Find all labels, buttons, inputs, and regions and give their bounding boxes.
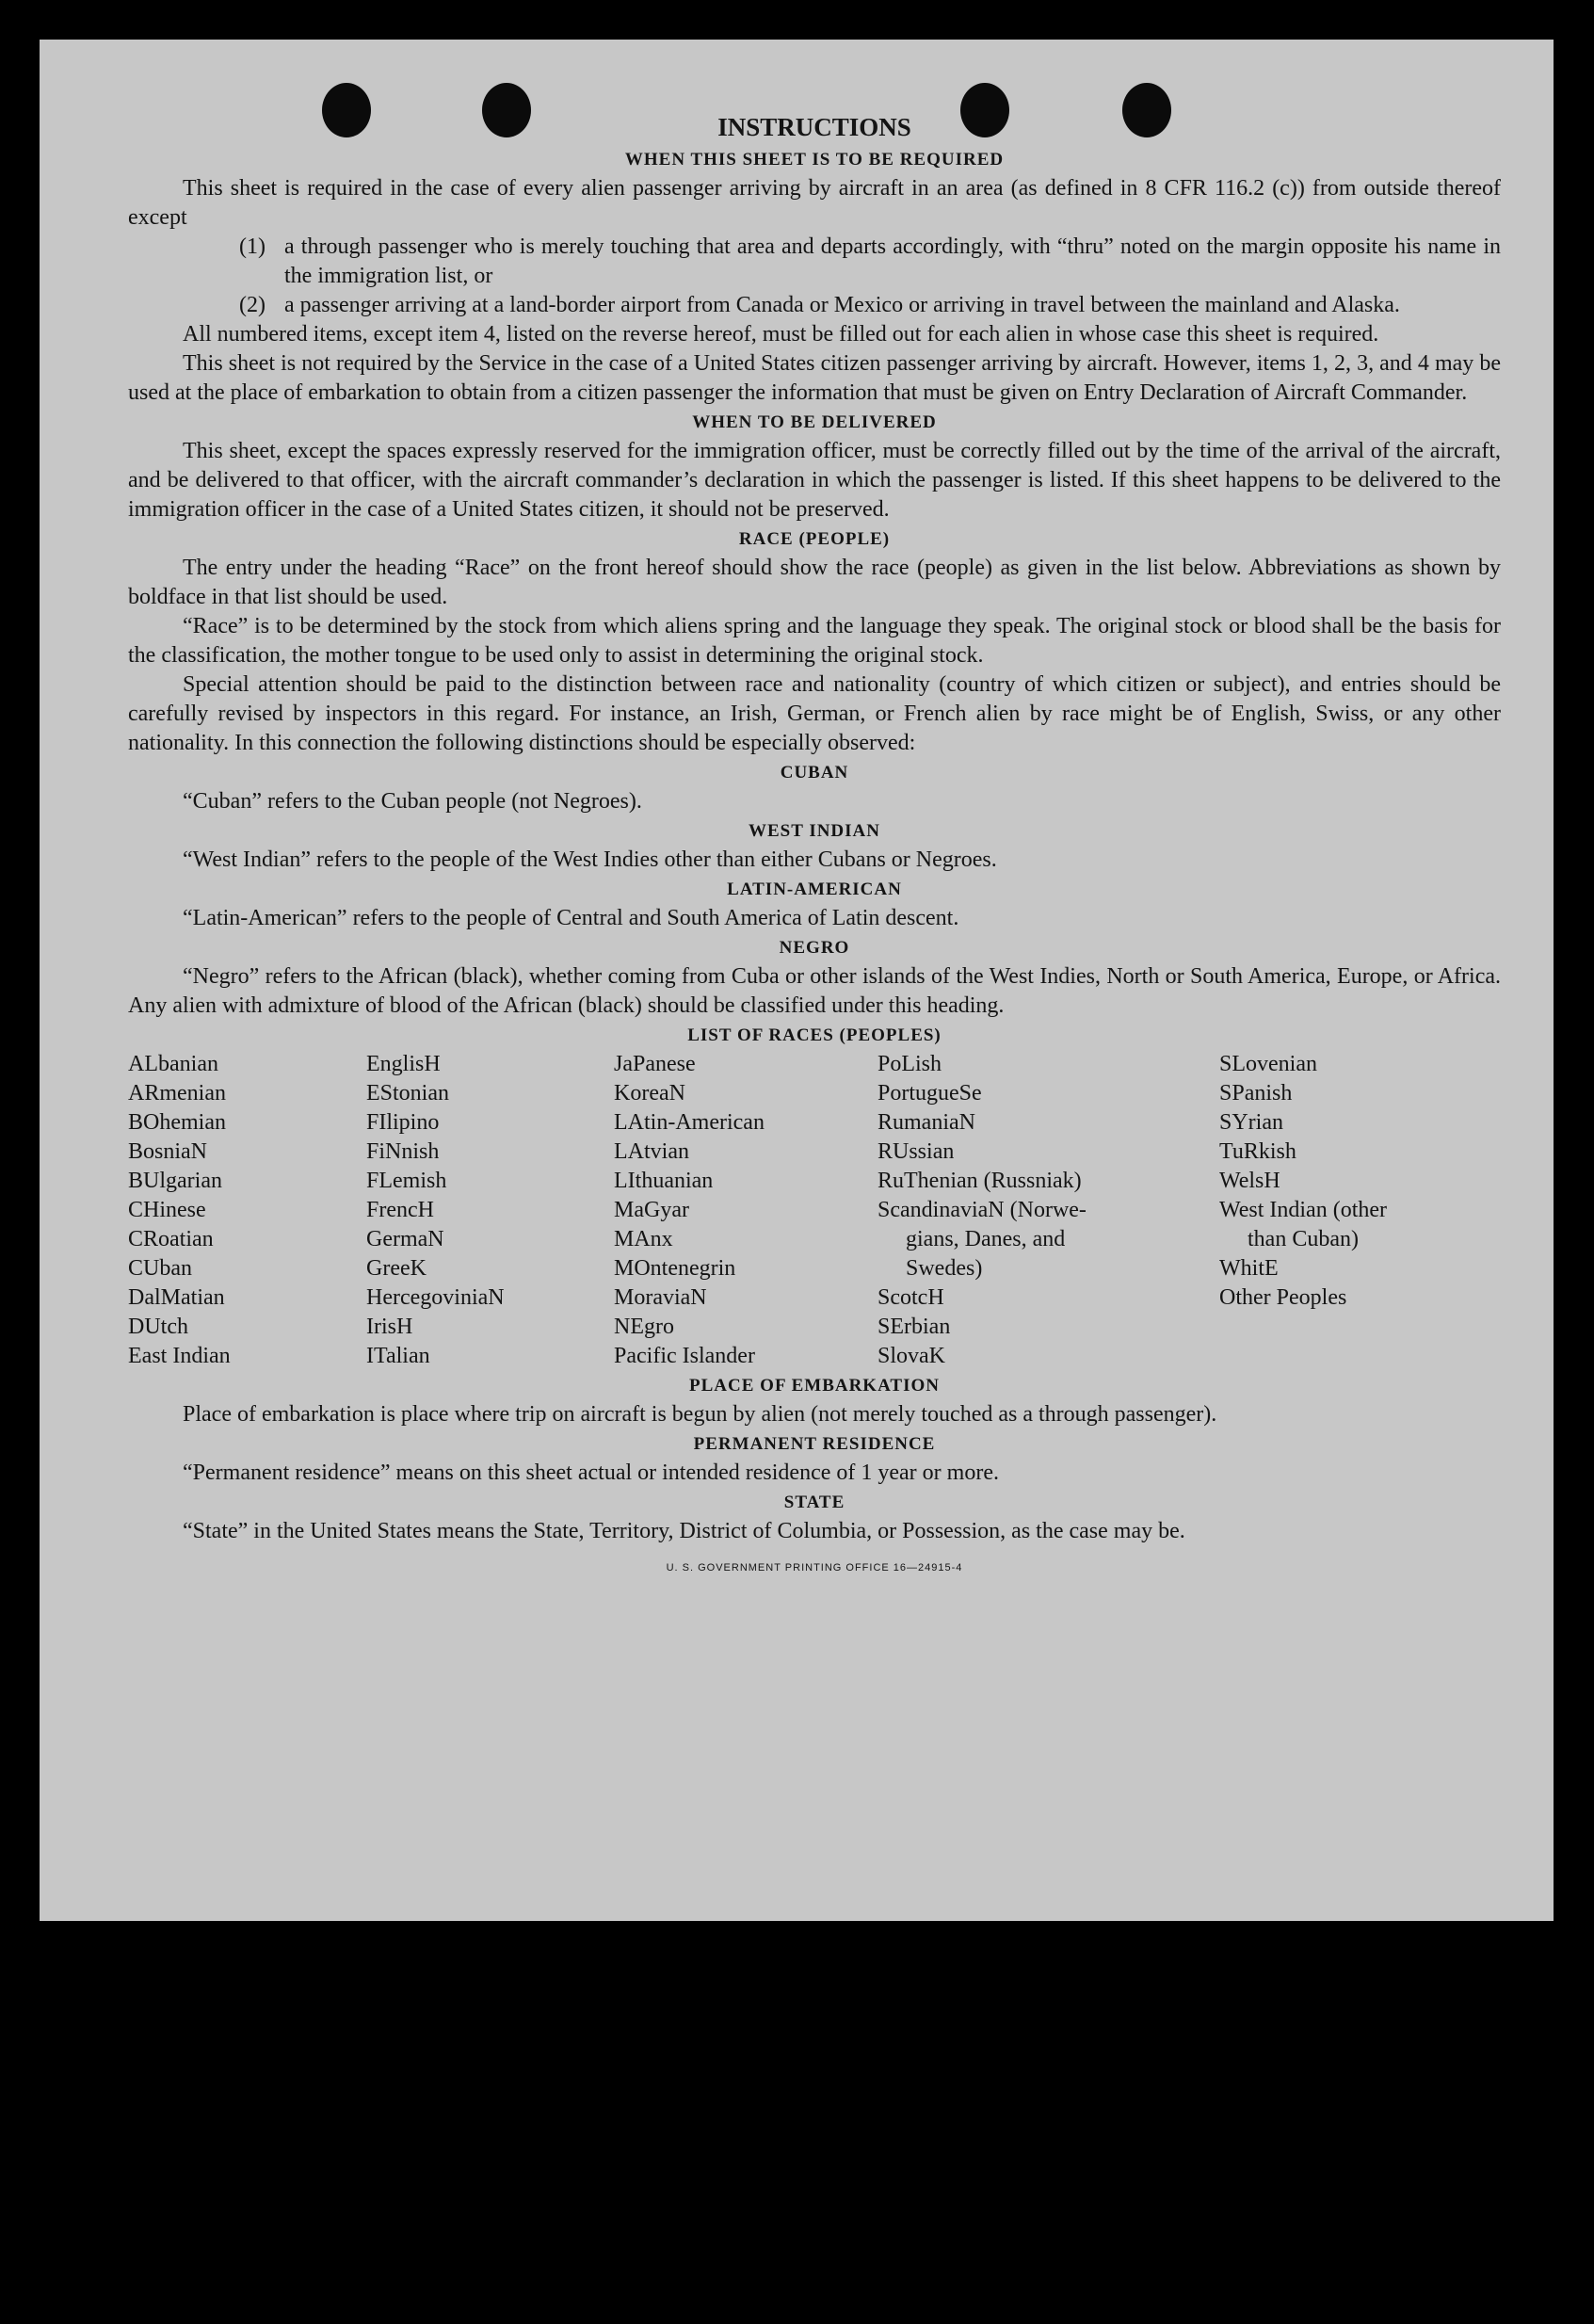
races-list	[128, 1050, 1501, 1371]
race-entry: MaGyar	[614, 1198, 689, 1222]
race-entry: SLovenian	[1219, 1052, 1317, 1076]
list-item	[239, 233, 1501, 291]
section-heading: NEGRO	[779, 938, 850, 958]
section-heading: WHEN THIS SHEET IS TO BE REQUIRED	[624, 150, 1005, 169]
races-column	[366, 1050, 614, 1371]
races-column	[128, 1050, 366, 1371]
race-entry: GreeK	[366, 1256, 427, 1281]
document-body	[128, 109, 1501, 1583]
race-entry: GermaN	[366, 1227, 444, 1251]
race-entry: ITalian	[366, 1344, 430, 1368]
section-heading: WEST INDIAN	[749, 821, 880, 841]
race-entry: MAnx	[614, 1227, 673, 1251]
race-entry: ScotcH	[878, 1285, 944, 1310]
race-entry: Other Peoples	[1219, 1285, 1347, 1310]
race-entry: FrencH	[366, 1198, 434, 1222]
item-text: a through passenger who is merely touching that area and departs accordingly, with “thru” noted on the margin opposite his name in the immigration list, or	[284, 234, 1501, 288]
paragraph: “State” in the United States means the State, Territory, District of Columbia, or Possession, as the case may be.	[183, 1519, 1185, 1543]
item-number: (1)	[239, 234, 266, 259]
race-entry: gians, Danes, and	[906, 1227, 1066, 1251]
race-entry: TuRkish	[1219, 1139, 1296, 1164]
list-item	[239, 291, 1501, 320]
race-entry: RumaniaN	[878, 1110, 975, 1135]
item-text: a passenger arriving at a land-border airport from Canada or Mexico or arriving in travel between the mainland and Alaska.	[284, 293, 1400, 317]
paragraph: All numbered items, except item 4, listed on the reverse hereof, must be filled out for each alien in whose case this sheet is required.	[183, 322, 1379, 347]
race-entry: RuThenian (Russniak)	[878, 1169, 1082, 1193]
race-entry: FLemish	[366, 1169, 447, 1193]
race-entry: East Indian	[128, 1344, 231, 1368]
race-entry: MOntenegrin	[614, 1256, 736, 1281]
race-entry: SYrian	[1219, 1110, 1283, 1135]
section-heading: CUBAN	[780, 763, 849, 783]
paragraph: “Negro” refers to the African (black), whether coming from Cuba or other islands of the West Indies, North or South America, Europe, or Africa. Any alien with admixture of blood of the African (black) should be classified under this heading.	[128, 964, 1501, 1018]
section-heading: PERMANENT RESIDENCE	[693, 1434, 936, 1454]
paragraph: Place of embarkation is place where trip on aircraft is begun by alien (not merely touched as a through passenger).	[183, 1402, 1217, 1427]
race-entry: LIthuanian	[614, 1169, 714, 1193]
instruction-sheet	[40, 40, 1554, 1921]
race-entry: ScandinaviaN (Norwe-	[878, 1198, 1087, 1222]
section-heading: LIST OF RACES (PEOPLES)	[687, 1025, 942, 1045]
paragraph: The entry under the heading “Race” on the front hereof should show the race (people) as given in the list below. Abbreviations as shown by boldface in that list should be used.	[128, 556, 1501, 609]
race-entry: BOhemian	[128, 1110, 226, 1135]
race-entry: DalMatian	[128, 1285, 225, 1310]
race-entry: FiNnish	[366, 1139, 440, 1164]
race-entry: WelsH	[1219, 1169, 1280, 1193]
race-entry: NEgro	[614, 1315, 674, 1339]
race-entry: SPanish	[1219, 1081, 1293, 1106]
race-entry: ARmenian	[128, 1081, 226, 1106]
paragraph: This sheet is required in the case of every alien passenger arriving by aircraft in an area (as defined in 8 CFR 116.2 (c)) from outside thereof except	[128, 176, 1501, 230]
paragraph: This sheet, except the spaces expressly reserved for the immigration officer, must be correctly filled out by the time of the arrival of the aircraft, and be delivered to that officer, with the aircraft commander’s declaration in which the passenger is listed. If this sheet happens to be delivered to the immigration officer in the case of a United States citizen, it should not be preserved.	[128, 439, 1501, 522]
race-entry: FIlipino	[366, 1110, 440, 1135]
race-entry: EnglisH	[366, 1052, 441, 1076]
paragraph: “Latin-American” refers to the people of Central and South America of Latin descent.	[183, 906, 959, 930]
section-heading: STATE	[783, 1493, 845, 1512]
race-entry: CHinese	[128, 1198, 206, 1222]
race-entry: KoreaN	[614, 1081, 685, 1106]
section-heading: WHEN TO BE DELIVERED	[692, 412, 937, 432]
race-entry: Pacific Islander	[614, 1344, 755, 1368]
printing-office-imprint: U. S. GOVERNMENT PRINTING OFFICE 16—24915-4	[666, 1562, 963, 1574]
race-entry: BosniaN	[128, 1139, 207, 1164]
paragraph: “Race” is to be determined by the stock from which aliens spring and the language they speak. The original stock or blood shall be the basis for the classification, the mother tongue to be used only to assist in determining the original stock.	[128, 614, 1501, 668]
race-entry: West Indian (other	[1219, 1198, 1388, 1222]
races-column	[614, 1050, 878, 1371]
section-heading: PLACE OF EMBARKATION	[689, 1376, 940, 1396]
page-title: INSTRUCTIONS	[717, 113, 911, 141]
race-entry: MoraviaN	[614, 1285, 707, 1310]
paragraph: This sheet is not required by the Service in the case of a United States citizen passenger arriving by aircraft. However, items 1, 2, 3, and 4 may be used at the place of embarkation to obtain from a citizen passenger the information that must be given on Entry Declaration of Aircraft Commander.	[128, 351, 1501, 405]
paragraph: “West Indian” refers to the people of the West Indies other than either Cubans or Negroes.	[183, 847, 997, 872]
paragraph: “Cuban” refers to the Cuban people (not Negroes).	[183, 789, 642, 814]
race-entry: SErbian	[878, 1315, 951, 1339]
race-entry: RUssian	[878, 1139, 955, 1164]
race-entry: JaPanese	[614, 1052, 696, 1076]
section-heading: LATIN-AMERICAN	[727, 880, 902, 899]
race-entry: DUtch	[128, 1315, 188, 1339]
races-column	[1219, 1050, 1501, 1371]
paragraph: “Permanent residence” means on this sheet actual or intended residence of 1 year or more.	[183, 1461, 999, 1485]
race-entry: LAtvian	[614, 1139, 689, 1164]
race-entry: PortugueSe	[878, 1081, 982, 1106]
race-entry: ALbanian	[128, 1052, 218, 1076]
race-entry: WhitE	[1219, 1256, 1279, 1281]
race-entry: BUlgarian	[128, 1169, 222, 1193]
race-entry: HercegoviniaN	[366, 1285, 505, 1310]
race-entry: PoLish	[878, 1052, 942, 1076]
race-entry: CUban	[128, 1256, 192, 1281]
race-entry: LAtin-American	[614, 1110, 765, 1135]
race-entry: Swedes)	[906, 1256, 983, 1281]
race-entry: SlovaK	[878, 1344, 945, 1368]
paragraph: Special attention should be paid to the distinction between race and nationality (country of which citizen or subject), and entries should be carefully revised by inspectors in this regard. For instance, an Irish, German, or French alien by race might be of English, Swiss, or any other nationality. In this connection the following distinctions should be especially observed:	[128, 672, 1501, 755]
section-heading: RACE (PEOPLE)	[738, 529, 891, 549]
race-entry: CRoatian	[128, 1227, 214, 1251]
race-entry: IrisH	[366, 1315, 413, 1339]
item-number: (2)	[239, 293, 266, 317]
race-entry: than Cuban)	[1248, 1227, 1359, 1251]
race-entry: EStonian	[366, 1081, 449, 1106]
races-column	[878, 1050, 1219, 1371]
